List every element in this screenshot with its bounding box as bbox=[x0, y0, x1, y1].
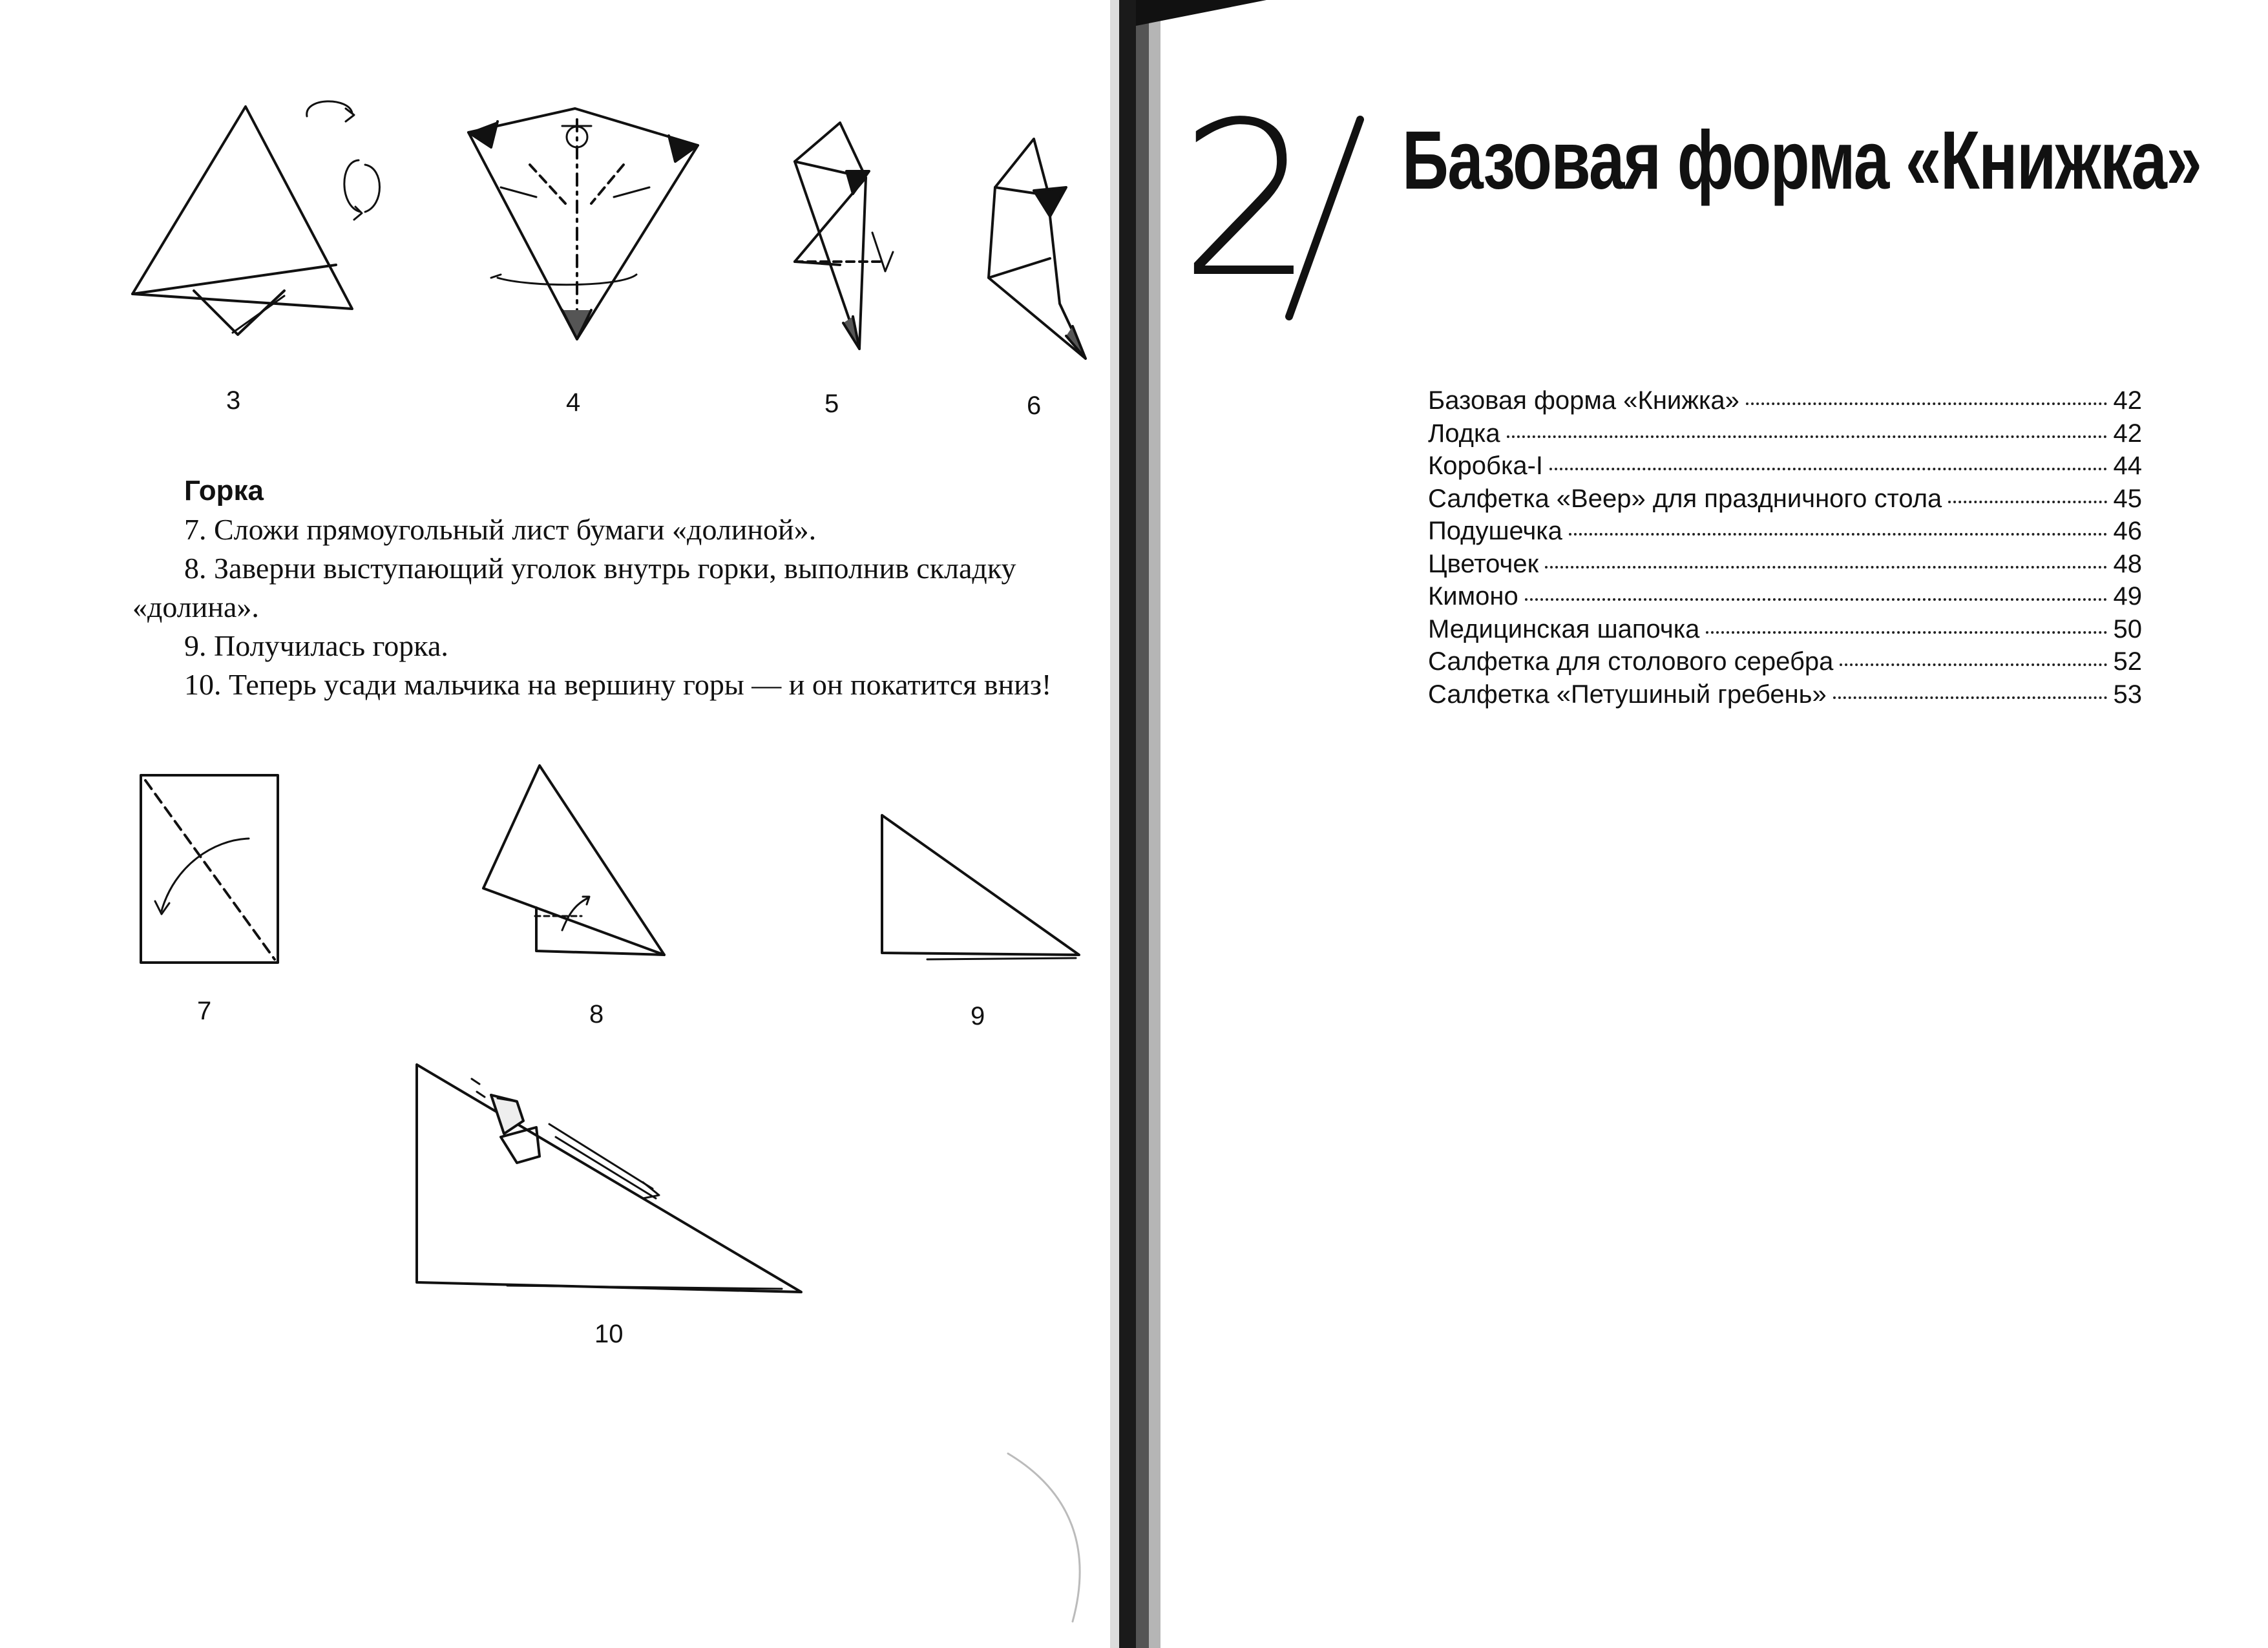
toc-leader-dots bbox=[1840, 663, 2106, 666]
toc-leader-dots bbox=[1948, 501, 2106, 503]
toc-entry bbox=[1428, 615, 2142, 648]
figure-label-9: 9 bbox=[971, 1002, 985, 1030]
toc-leader-dots bbox=[1746, 402, 2107, 405]
toc-entry-page: 45 bbox=[2113, 484, 2142, 513]
toc-leader-dots bbox=[1833, 696, 2107, 699]
step-8-text: 8. Заверни выступающий уголок внутрь горки, выполнив складку «долина». bbox=[132, 552, 1016, 623]
toc-entry-page: 49 bbox=[2113, 582, 2142, 610]
toc-entry-title: Подушечка bbox=[1428, 517, 1562, 545]
figure-5-diagram bbox=[795, 123, 893, 349]
toc-entry-page: 52 bbox=[2113, 647, 2142, 676]
figure-6-diagram bbox=[989, 139, 1086, 359]
toc-leader-dots bbox=[1549, 468, 2106, 470]
table-of-contents bbox=[1428, 386, 2142, 713]
toc-entry-title: Салфетка «Веер» для праздничного стола bbox=[1428, 484, 1942, 513]
figure-7-diagram bbox=[141, 775, 278, 963]
step-8 bbox=[132, 549, 1102, 627]
toc-entry-title: Салфетка «Петушиный гребень» bbox=[1428, 680, 1827, 709]
toc-entry-page: 44 bbox=[2113, 452, 2142, 480]
toc-entry-title: Базовая форма «Книжка» bbox=[1428, 386, 1739, 415]
toc-entry bbox=[1428, 550, 2142, 583]
page-curve-mark bbox=[1008, 1454, 1080, 1622]
toc-leader-dots bbox=[1525, 598, 2107, 601]
toc-entry-page: 48 bbox=[2113, 549, 2142, 578]
figure-label-3: 3 bbox=[226, 386, 241, 415]
toc-entry bbox=[1428, 485, 2142, 517]
toc-entry bbox=[1428, 386, 2142, 419]
toc-entry-title: Коробка-I bbox=[1428, 452, 1544, 480]
chapter-number: 2 bbox=[1179, 76, 1315, 324]
toc-leader-dots bbox=[1706, 631, 2106, 634]
toc-leader-dots bbox=[1545, 566, 2106, 568]
toc-entry-page: 50 bbox=[2113, 614, 2142, 643]
toc-entry-page: 53 bbox=[2113, 680, 2142, 709]
toc-leader-dots bbox=[1507, 435, 2107, 438]
toc-entry-title: Салфетка для столового серебра bbox=[1428, 647, 1834, 676]
step-10-text: 10. Теперь усади мальчика на вершину горы — и он покатится вниз! bbox=[184, 668, 1052, 701]
step-10 bbox=[132, 665, 1102, 704]
toc-entry-page: 42 bbox=[2113, 386, 2142, 415]
toc-entry bbox=[1428, 680, 2142, 713]
toc-entry-title: Кимоно bbox=[1428, 582, 1518, 610]
toc-entry-title: Цветочек bbox=[1428, 549, 1539, 578]
toc-leader-dots bbox=[1569, 533, 2107, 536]
toc-entry-title: Медицинская шапочка bbox=[1428, 614, 1700, 643]
toc-entry-title: Лодка bbox=[1428, 419, 1500, 448]
section-title: Горка bbox=[184, 475, 264, 506]
step-7-text: 7. Сложи прямоугольный лист бумаги «долиной». bbox=[184, 513, 817, 546]
toc-entry bbox=[1428, 517, 2142, 550]
toc-entry-page: 42 bbox=[2113, 419, 2142, 448]
figure-label-4: 4 bbox=[566, 388, 581, 417]
figure-4-diagram bbox=[468, 109, 698, 339]
step-9-text: 9. Получилась горка. bbox=[184, 629, 448, 662]
step-9 bbox=[132, 627, 1102, 665]
toc-entry bbox=[1428, 582, 2142, 615]
figure-8-diagram bbox=[483, 766, 664, 955]
figure-9-diagram bbox=[882, 815, 1079, 959]
step-7 bbox=[132, 510, 1102, 549]
toc-entry bbox=[1428, 452, 2142, 485]
figure-10-diagram bbox=[417, 1065, 801, 1292]
toc-entry-page: 46 bbox=[2113, 517, 2142, 545]
chapter-title: Базовая форма «Книжка» bbox=[1402, 114, 2201, 207]
figure-label-10: 10 bbox=[594, 1320, 624, 1348]
figure-label-5: 5 bbox=[824, 390, 839, 418]
figure-label-7: 7 bbox=[197, 997, 212, 1025]
figure-label-6: 6 bbox=[1027, 391, 1042, 420]
toc-entry bbox=[1428, 419, 2142, 452]
figure-3-diagram bbox=[132, 101, 380, 335]
figure-label-8: 8 bbox=[589, 1000, 604, 1028]
toc-entry bbox=[1428, 647, 2142, 680]
